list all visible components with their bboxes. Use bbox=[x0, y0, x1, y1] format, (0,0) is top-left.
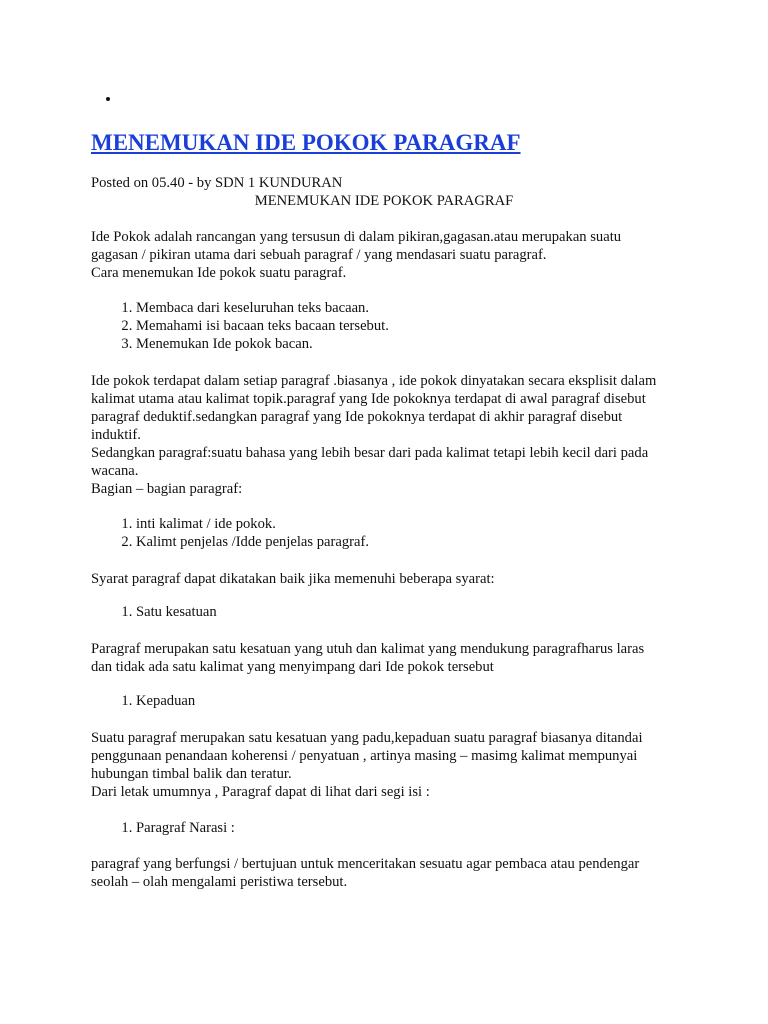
narasi-paragraph bbox=[91, 855, 691, 891]
list-item: 2. Kalimt penjelas /Idde penjelas paragraf. bbox=[136, 533, 369, 551]
narasi-list bbox=[91, 819, 235, 837]
list-item: 3. Menemukan Ide pokok bacan. bbox=[136, 335, 389, 353]
post-meta: Posted on 05.40 - by SDN 1 KUNDURAN bbox=[91, 175, 343, 191]
text-line: wacana. bbox=[91, 463, 139, 479]
list-item: 1. inti kalimat / ide pokok. bbox=[136, 515, 369, 533]
list-item: 1. Paragraf Narasi : bbox=[136, 819, 235, 837]
list-item: 2. Memahami isi bacaan teks bacaan tersebut. bbox=[136, 317, 389, 335]
list-item: 1. Satu kesatuan bbox=[136, 603, 217, 621]
text-line: Ide pokok terdapat dalam setiap paragraf .biasanya , ide pokok dinyatakan secara eksplisit dalam bbox=[91, 373, 657, 389]
text-line: penggunaan penandaan koherensi / penyatuan , artinya masing – masimg kalimat mempunyai bbox=[91, 748, 638, 764]
list-item: 1. Membaca dari keseluruhan teks bacaan. bbox=[136, 299, 389, 317]
text-line: dan tidak ada satu kalimat yang menyimpang dari Ide pokok tersebut bbox=[91, 659, 494, 675]
bagian-list bbox=[91, 515, 369, 551]
intro-paragraph bbox=[91, 228, 691, 282]
kepaduan-list bbox=[91, 692, 195, 710]
text-line: paragraf deduktif.sedangkan paragraf yang Ide pokoknya terdapat di akhir paragraf disebut bbox=[91, 409, 623, 425]
text-line: seolah – olah mengalami peristiwa tersebut. bbox=[91, 874, 348, 890]
cara-list bbox=[91, 299, 389, 353]
text-line: Cara menemukan Ide pokok suatu paragraf. bbox=[91, 265, 347, 281]
text-line: induktif. bbox=[91, 427, 141, 443]
text-line: Syarat paragraf dapat dikatakan baik jika memenuhi beberapa syarat: bbox=[91, 571, 495, 587]
text-line: paragraf yang berfungsi / bertujuan untuk menceritakan sesuatu agar pembaca atau pendengar bbox=[91, 856, 640, 872]
post-subtitle: MENEMUKAN IDE POKOK PARAGRAF bbox=[254, 193, 514, 209]
kesatuan-paragraph bbox=[91, 640, 691, 676]
kepaduan-paragraph bbox=[91, 729, 691, 801]
text-line: gagasan / pikiran utama dari sebuah paragraf / yang mendasari suatu paragraf. bbox=[91, 247, 547, 263]
syarat-intro bbox=[91, 570, 691, 588]
text-line: Dari letak umumnya , Paragraf dapat di lihat dari segi isi : bbox=[91, 784, 430, 800]
post-title-link[interactable]: MENEMUKAN IDE POKOK PARAGRAF bbox=[91, 130, 521, 155]
empty-bullet-list bbox=[91, 90, 121, 108]
text-line: Sedangkan paragraf:suatu bahasa yang lebih besar dari pada kalimat tetapi lebih kecil dari pada bbox=[91, 445, 649, 461]
ide-pokok-paragraph bbox=[91, 372, 691, 498]
satu-kesatuan-list bbox=[91, 603, 217, 621]
text-line: Bagian – bagian paragraf: bbox=[91, 481, 243, 497]
text-line: Suatu paragraf merupakan satu kesatuan yang padu,kepaduan suatu paragraf biasanya ditandai bbox=[91, 730, 643, 746]
text-line: kalimat utama atau kalimat topik.paragraf yang Ide pokoknya terdapat di awal paragraf disebut bbox=[91, 391, 646, 407]
text-line: hubungan timbal balik dan teratur. bbox=[91, 766, 292, 782]
text-line: Ide Pokok adalah rancangan yang tersusun di dalam pikiran,gagasan.atau merupakan suatu bbox=[91, 229, 622, 245]
list-item: 1. Kepaduan bbox=[136, 692, 195, 710]
text-line: Paragraf merupakan satu kesatuan yang utuh dan kalimat yang mendukung paragrafharus laras bbox=[91, 641, 645, 657]
